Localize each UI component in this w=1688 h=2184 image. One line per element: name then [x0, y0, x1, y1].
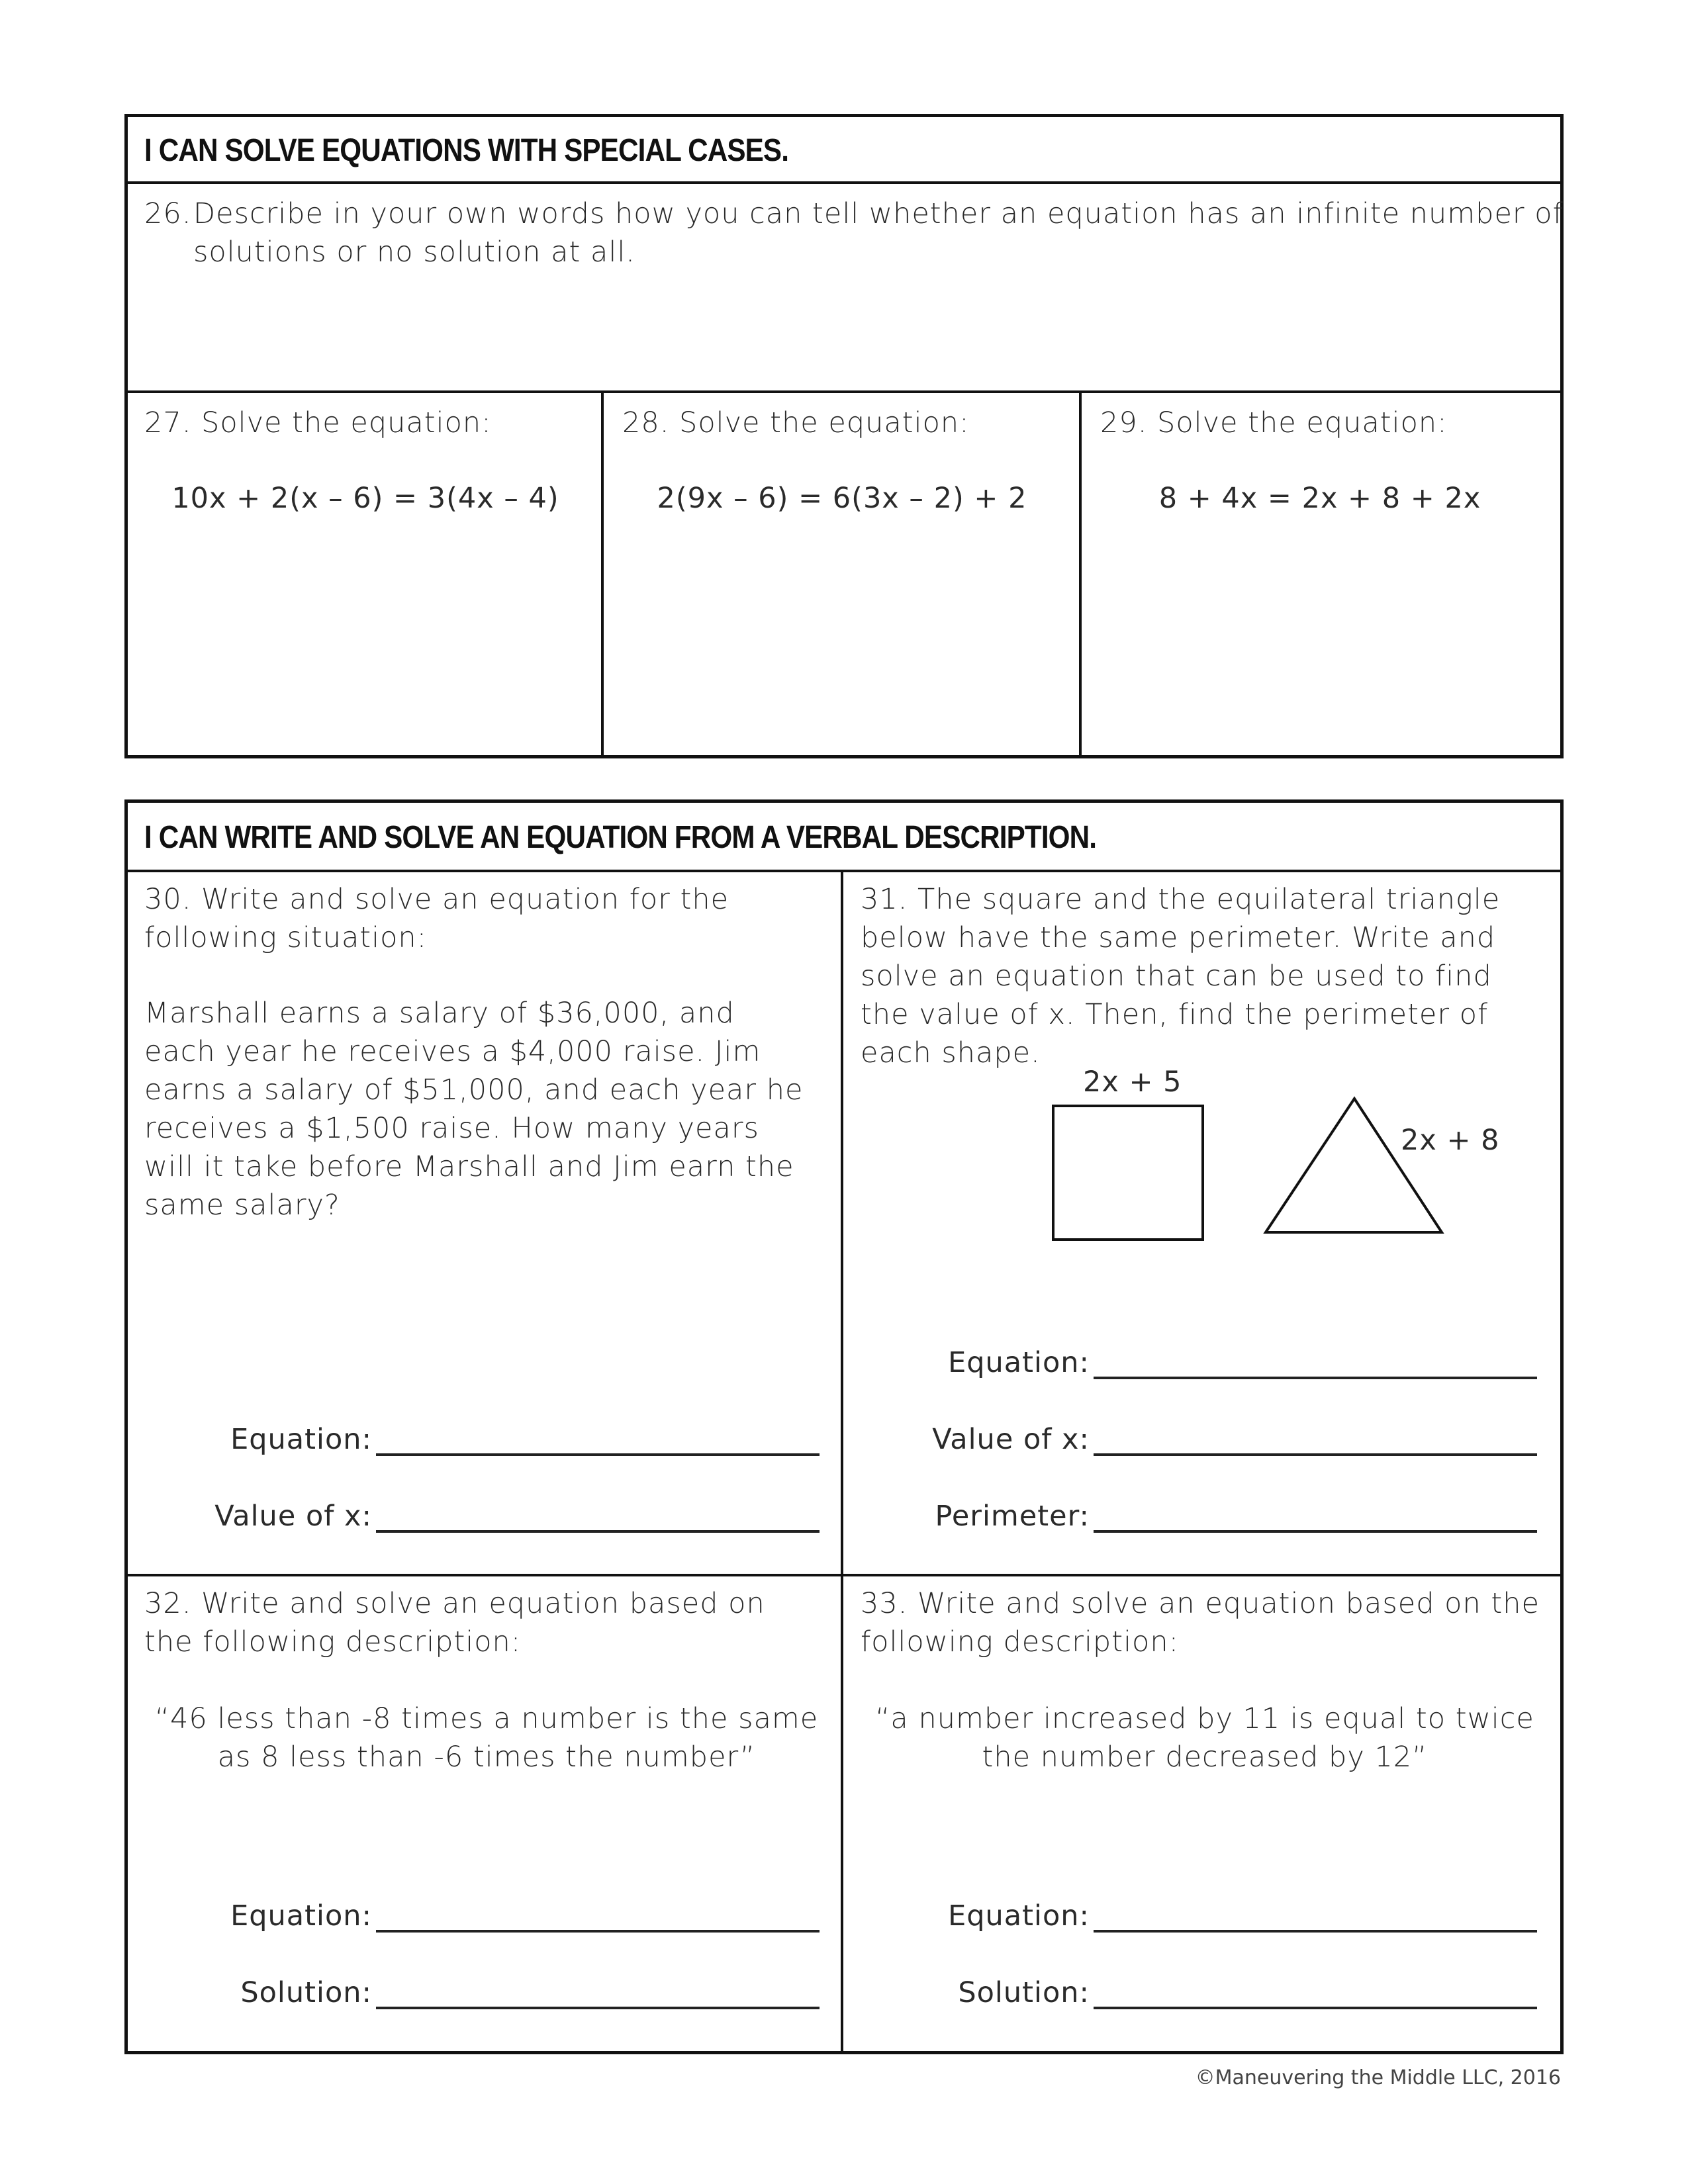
question-27-prompt: 27. Solve the equation:: [144, 406, 492, 439]
value-answer-line[interactable]: [376, 1504, 820, 1533]
question-27-equation: 10x + 2(x – 6) = 3(4x – 4): [171, 482, 559, 515]
equation-answer-line[interactable]: [1094, 1350, 1537, 1379]
question-32-prompt: 32. Write and solve an equation based on the following description:: [144, 1587, 765, 1659]
answer-row-value: [199, 1500, 820, 1533]
question-31-prompt: 31. The square and the equilateral triangle below have the same perimeter. Write and solve an equation that can be used to find the value of x. Then, find the perimeter of each shape.: [861, 883, 1501, 1069]
section-heading: I CAN WRITE AND SOLVE AN EQUATION FROM A VERBAL DESCRIPTION.: [144, 820, 1097, 855]
triangle-shape: [1262, 1096, 1447, 1236]
divider: [124, 1574, 1564, 1576]
divider: [1079, 390, 1082, 758]
answer-label: Equation:: [230, 1423, 372, 1456]
perimeter-answer-line[interactable]: [1094, 1504, 1537, 1533]
equation-answer-line[interactable]: [376, 1427, 820, 1456]
triangle-side-label: 2x + 8: [1401, 1124, 1500, 1157]
question-26-number: 26.: [144, 197, 192, 230]
question-32-quote: “46 less than -8 times a number is the same as 8 less than -6 times the number”: [154, 1702, 819, 1774]
question-30-story: Marshall earns a salary of $36,000, and each year he receives a $4,000 raise. Jim earns a salary of $51,000, and each year he receives a $1,500 raise. How many years will it take before Marshall and Jim earn the same salary?: [144, 997, 804, 1222]
answer-label: Equation:: [948, 1899, 1090, 1933]
answer-label: Solution:: [958, 1976, 1090, 2009]
answer-label: Perimeter:: [935, 1500, 1090, 1533]
question-33-prompt: 33. Write and solve an equation based on the following description:: [861, 1587, 1540, 1659]
answer-row-solution: [914, 1976, 1537, 2009]
solution-answer-line[interactable]: [1094, 1980, 1537, 2009]
answer-row-equation: [914, 1899, 1537, 1933]
solution-answer-line[interactable]: [376, 1980, 820, 2009]
answer-label: Solution:: [240, 1976, 372, 2009]
answer-label: Value of x:: [214, 1500, 372, 1533]
question-28-prompt: 28. Solve the equation:: [622, 406, 970, 439]
divider: [841, 870, 843, 2054]
answer-row-equation: [914, 1346, 1537, 1379]
answer-row-equation: [199, 1423, 820, 1456]
copyright-footer: ©Maneuvering the Middle LLC, 2016: [1195, 2066, 1561, 2089]
answer-row-equation: [199, 1899, 820, 1933]
square-shape: [1051, 1104, 1207, 1243]
value-answer-line[interactable]: [1094, 1427, 1537, 1456]
answer-label: Equation:: [230, 1899, 372, 1933]
answer-label: Value of x:: [932, 1423, 1090, 1456]
question-28-equation: 2(9x – 6) = 6(3x – 2) + 2: [657, 482, 1027, 515]
section-heading: I CAN SOLVE EQUATIONS WITH SPECIAL CASES.: [144, 133, 789, 168]
question-26-text-line1: Describe in your own words how you can tell whether an equation has an infinite number of: [193, 197, 1564, 230]
equation-answer-line[interactable]: [376, 1903, 820, 1933]
answer-row-perimeter: [914, 1500, 1537, 1533]
question-29-equation: 8 + 4x = 2x + 8 + 2x: [1158, 482, 1481, 515]
equation-answer-line[interactable]: [1094, 1903, 1537, 1933]
answer-row-solution: [199, 1976, 820, 2009]
question-29-prompt: 29. Solve the equation:: [1100, 406, 1448, 439]
divider: [601, 390, 604, 758]
question-33-quote: “a number increased by 11 is equal to twice the number decreased by 12”: [875, 1702, 1534, 1774]
divider: [124, 390, 1564, 393]
divider: [124, 870, 1564, 872]
divider: [124, 181, 1564, 184]
answer-row-value: [914, 1423, 1537, 1456]
question-30-prompt: 30. Write and solve an equation for the following situation:: [144, 883, 729, 954]
question-26-text-line2: solutions or no solution at all.: [193, 236, 635, 269]
square-side-label: 2x + 5: [1083, 1066, 1182, 1099]
answer-label: Equation:: [948, 1346, 1090, 1379]
